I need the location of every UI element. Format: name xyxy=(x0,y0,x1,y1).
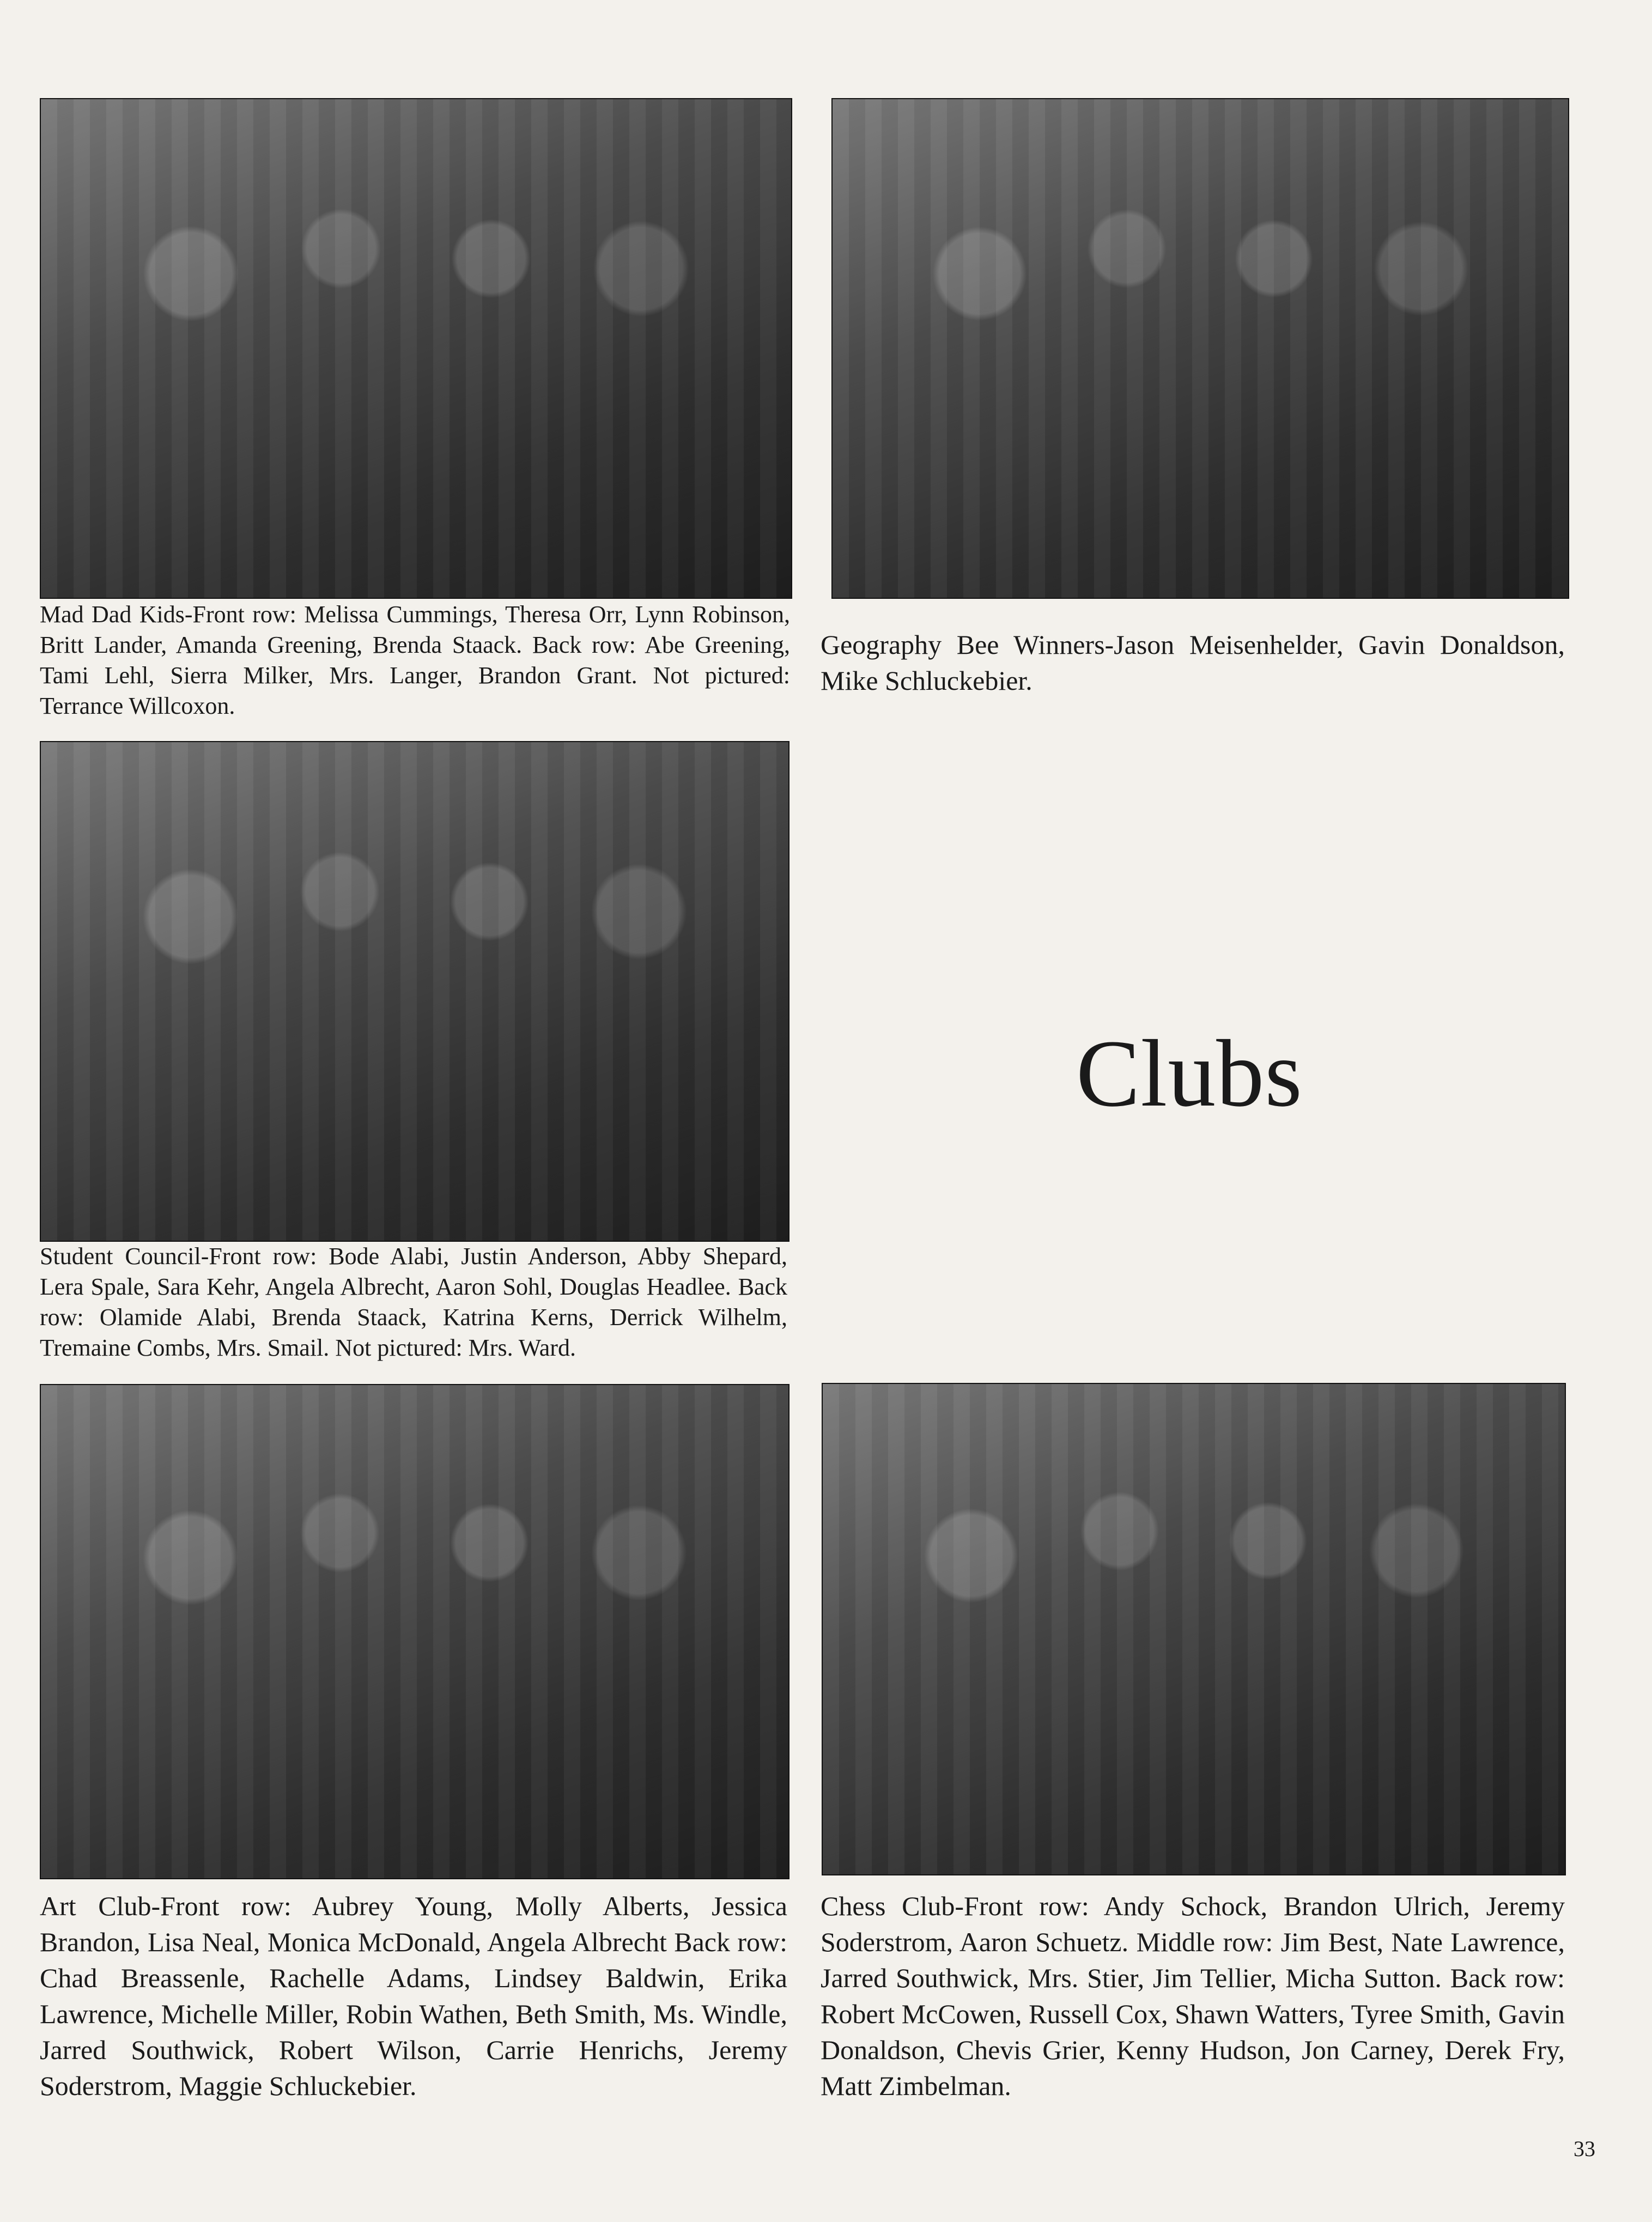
art-club-caption: Art Club-Front row: Aubrey Young, Molly Alberts, Jessica Brandon, Lisa Neal, Monica McDonald, Angela Albrecht Back row: Chad Breassenle, Rachelle Adams, Lindsey Baldwin, Erika Lawrence, Michelle Miller, Robin Wathen, Beth Smith, Ms. Windle, Jarred Southwick, Robert Wilson, Carrie Henrichs, Jeremy Soderstrom, Maggie Schluckebier. xyxy=(40,1891,787,2101)
art-club-photo xyxy=(40,1384,789,1879)
student-council-caption: Student Council-Front row: Bode Alabi, Justin Anderson, Abby Shepard, Lera Spale, Sara Kehr, Angela Albrecht, Aaron Sohl, Douglas Headlee. Back row: Olamide Alabi, Brenda Staack, Katrina Kerns, Derrick Wilhelm, Tremaine Combs, Mrs. Smail. Not pictured: Mrs. Ward. xyxy=(40,1243,787,1361)
mad-dad-kids-caption: Mad Dad Kids-Front row: Melissa Cummings, Theresa Orr, Lynn Robinson, Britt Lander, Amanda Greening, Brenda Staack. Back row: Abe Greening, Tami Lehl, Sierra Milker, Mrs. Langer, Brandon Grant. Not pictured: Terrance Willcoxon. xyxy=(40,601,790,719)
mad-dad-kids-photo xyxy=(40,98,792,599)
page-number: 33 xyxy=(1574,2136,1595,2161)
geography-bee-photo xyxy=(831,98,1569,599)
chess-club-photo xyxy=(822,1383,1566,1875)
section-heading: Clubs xyxy=(1076,1021,1303,1127)
geography-bee-caption: Geography Bee Winners-Jason Meisenhelder, Gavin Donaldson, Mike Schluckebier. xyxy=(821,629,1565,696)
student-council-photo xyxy=(40,741,789,1242)
chess-club-caption: Chess Club-Front row: Andy Schock, Brandon Ulrich, Jeremy Soderstrom, Aaron Schuetz. Middle row: Jim Best, Nate Lawrence, Jarred Southwick, Mrs. Stier, Jim Tellier, Micha Sutton. Back row: Robert McCowen, Russell Cox, Shawn Watters, Tyree Smith, Gavin Donaldson, Chevis Grier, Kenny Hudson, Jon Carney, Derek Fry, Matt Zimbelman. xyxy=(821,1891,1565,2101)
